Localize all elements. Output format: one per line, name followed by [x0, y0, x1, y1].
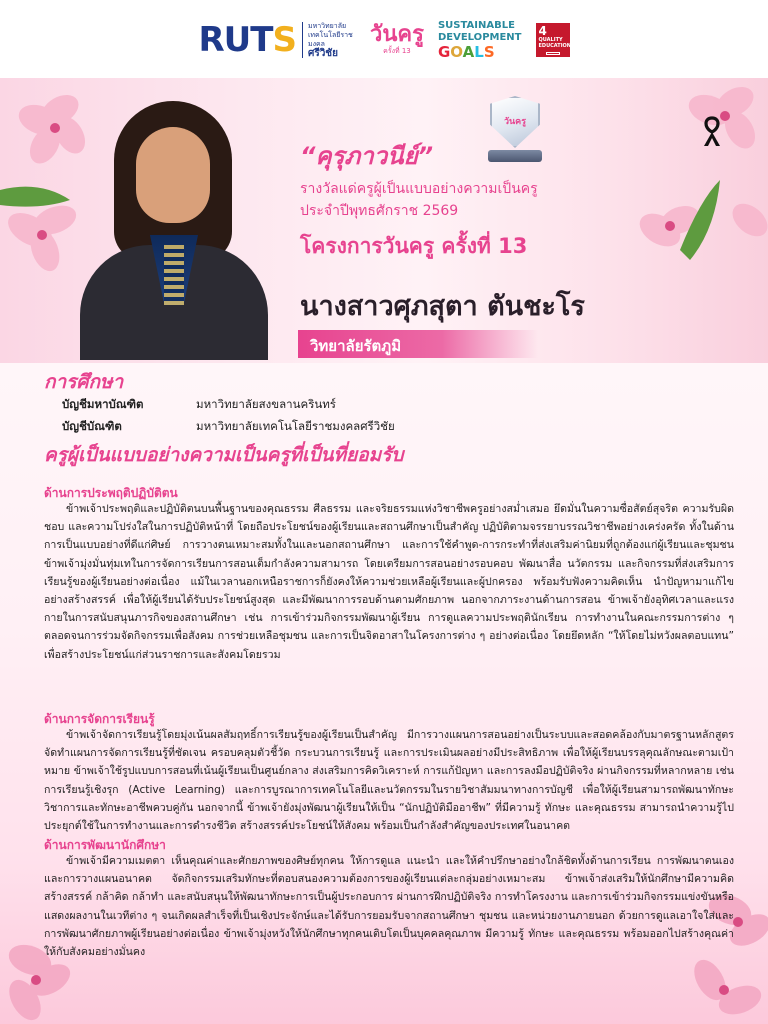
student-development-heading: ด้านการพัฒนานักศึกษา [44, 838, 166, 852]
portrait-face [136, 127, 210, 223]
student-development-paragraph: ข้าพเจ้ามีความเมตตา เห็นคุณค่าและศักยภาพของศิษย์ทุกคน ให้การดูแล แนะนำ และให้คำปรึกษาอย่างใกล้ชิดทั้งด้านการเรียน การพัฒนาตนเอง และการวางแผนอนาคต จัดกิจกรรมเสริมทักษะที่ตอบสนองความต้องการของผู้เรียนแต่ละกลุ่มอย่างเหมาะสม ข้าพเจ้าส่งเสริมให้นักศึกษามีความคิดสร้างสรรค์ กล้าคิด กล้าทำ และสนับสนุนให้พัฒนาทักษะการเป็นผู้ประกอบการ ผ่านการฝึกปฏิบัติจริง การทำโครงงาน และการเข้าร่วมกิจกรรมแข่งขันหรือแสดงผลงานในเวทีต่าง ๆ จนเกิดผลสำเร็จที่เป็นเชิงประจักษ์และได้รับการยอมรับจากสถานศึกษา ชุมชน และหน่วยงานภายนอก ด้วยการดูแลเอาใจใส่และการพัฒนาศักยภาพผู้เรียนอย่างต่อเนื่อง ข้าพเจ้ามุ่งหวังให้นักศึกษาทุกคนเติบโตเป็นบุคคลคุณภาพ มีความรู้ ทักษะ และคุณธรรม พร้อมออกไปสร้างคุณค่าให้กับสังคมอย่างมั่นคง [44, 855, 734, 959]
ruts-logo [198, 20, 355, 60]
conduct-paragraph: ข้าพเจ้าประพฤติและปฏิบัติตนบนพื้นฐานของคุณธรรม ศีลธรรม และจริยธรรมแห่งวิชาชีพครูอย่างสม่ำเสมอ ยึดมั่นในความซื่อสัตย์สุจริต ความรับผิดชอบ และความโปร่งใสในการปฏิบัติหน้าที่ โดยถือประโยชน์ของผู้เรียนและสถานศึกษาเป็นสำคัญ ปฏิบัติตามจรรยาบรรณวิชาชีพอย่างเคร่งครัด ทั้งในด้านการเป็นแบบอย่างที่ดีแก่ศิษย์ การวางตนเหมาะสมทั้งในและนอกสถานศึกษา และการใช้คำพูด-การกระทำที่ส่งเสริมค่านิยมที่ถูกต้องแก่ผู้เรียนและชุมชน ข้าพเจ้ามุ่งมั่นทุ่มเทในการจัดการเรียนการสอนเต็มกำลังความสามารถ โดยเตรียมการสอนอย่างรอบคอบ พัฒนาสื่อ นวัตกรรม และกิจกรรมที่ส่งเสริมการเรียนรู้ของผู้เรียนอย่างต่อเนื่อง แม้ในเวลานอกเหนือราชการก็ยังคงให้ความช่วยเหลือผู้เรียนและผู้ปกครอง พร้อมรับฟังความคิดเห็น นำปัญหามาแก้ไขอย่างสร้างสรรค์ เพื่อให้ผู้เรียนได้รับประโยชน์สูงสุด และมีพัฒนาการรอบด้านตามศักยภาพ นอกจากภาระงานด้านการสอน ข้าพเจ้ายังอุทิศเวลาและแรงกายในการสนับสนุนภารกิจของสถานศึกษา เช่น การเข้าร่วมกิจกรรมพัฒนาผู้เรียน การดูแลความประพฤตินักเรียน การทำงานในคณะกรรมการต่าง ๆ ตลอดจนการร่วมจัดกิจกรรมเพื่อสังคม การช่วยเหลือชุมชน และการเป็นจิตอาสาในโครงการต่าง ๆ อย่างต่อเนื่อง โดยยึดหลัก “ให้โดยไม่หวังผลตอบแทน” เพื่อสร้างประโยชน์แก่ส่วนราชการและสังคมโดยรวม [44, 503, 734, 661]
project-title: โครงการวันครู ครั้งที่ 13 [300, 234, 528, 258]
trophy-base [488, 150, 542, 162]
mourning-ribbon-icon [700, 116, 724, 148]
sdg-logo [438, 20, 522, 60]
ruts-sub-line2: เทคโนโลยีราชมงคล [307, 31, 353, 48]
ruts-logo-text: RUTS [198, 20, 296, 60]
education-heading: การศึกษา [44, 371, 124, 393]
trophy-label: วันครู [503, 117, 527, 127]
wankru-logo-text: วันครู [370, 21, 424, 47]
award-title: “คุรุภาวนีย์” [300, 142, 434, 170]
degree-label: บัญชีมหาบัณฑิต [62, 397, 144, 411]
award-year: ประจำปีพุทธศักราช 2569 [300, 203, 459, 219]
degree-label: บัญชีบัณฑิต [62, 419, 122, 433]
sdg-goals: GOALS [437, 43, 495, 61]
trophy-icon [484, 96, 546, 164]
award-subtitle: รางวัลแด่ครูผู้เป็นแบบอย่างความเป็นครู [300, 181, 538, 197]
sdg4-number: 4 [538, 24, 547, 38]
learning-management-paragraph: ข้าพเจ้าจัดการเรียนรู้โดยมุ่งเน้นผลสัมฤทธิ์การเรียนรู้ของผู้เรียนเป็นสำคัญ มีการวางแผนการสอนอย่างเป็นระบบและสอดคล้องกับมาตรฐานหลักสูตร จัดทำแผนการจัดการเรียนรู้ที่ชัดเจน ครอบคลุมตัวชี้วัด กระบวนการเรียนรู้ และการประเมินผลอย่างมีประสิทธิภาพ เพื่อให้ผู้เรียนบรรลุคุณลักษณะตามเป้าหมาย ข้าพเจ้าใช้รูปแบบการสอนที่เน้นผู้เรียนเป็นศูนย์กลาง ส่งเสริมการคิดวิเคราะห์ การแก้ปัญหา และการลงมือปฏิบัติจริง ผ่านกิจกรรมที่หลากหลาย เช่น การเรียนรู้เชิงรุก (Active Learning) และการบูรณาการเทคโนโลยีและนวัตกรรมในรายวิชาสัมมนาทางการบัญชี เพื่อให้ผู้เรียนสามารถพัฒนาทักษะวิชาการและทักษะอาชีพควบคู่กัน นอกจากนี้ ข้าพเจ้ายังมุ่งพัฒนาผู้เรียนให้เป็น “นักปฏิบัติมืออาชีพ” ที่มีความรู้ ทักษะ และคุณธรรม สามารถนำความรู้ไปประยุกต์ใช้ในการทำงานและการดำรงชีวิต สร้างสรรค์ประโยชน์ให้สังคม พร้อมเป็นกำลังสำคัญของประเทศในอนาคต [44, 729, 734, 833]
wankru-logo-sub: ครั้งที่ 13 [383, 46, 411, 55]
model-teacher-heading: ครูผู้เป็นแบบอย่างความเป็นครูที่เป็นที่ยอมรับ [44, 444, 404, 466]
teacher-name: นางสาวศุภสุตา ตันชะโร [300, 291, 585, 322]
header-logos [0, 0, 768, 80]
flower-cluster-right-icon [600, 80, 768, 280]
portrait-scarf-pattern [164, 245, 184, 305]
sdg4-label: QUALITY EDUCATION [538, 37, 571, 49]
ruts-sub-line3: ศรีวิชัย [307, 48, 338, 59]
university-name: มหาวิทยาลัยสงขลานครินทร์ [196, 397, 336, 411]
wankru-logo [370, 11, 424, 69]
sdg-line1: SUSTAINABLE [437, 20, 515, 31]
conduct-heading: ด้านการประพฤติปฏิบัติตน [44, 486, 178, 500]
sdg4-badge [536, 23, 570, 57]
sdg-line2: DEVELOPMENT [437, 32, 522, 43]
university-name: มหาวิทยาลัยเทคโนโลยีราชมงคลศรีวิชัย [196, 419, 395, 433]
education-row [62, 418, 395, 436]
book-icon [546, 52, 560, 55]
education-row [62, 396, 336, 414]
college-badge: วิทยาลัยรัตภูมิ [298, 330, 538, 358]
ruts-sub-line1: มหาวิทยาลัย [307, 22, 347, 30]
learning-management-heading: ด้านการจัดการเรียนรู้ [44, 712, 155, 726]
ruts-logo-subtitle [302, 22, 356, 58]
teacher-portrait [74, 95, 274, 360]
